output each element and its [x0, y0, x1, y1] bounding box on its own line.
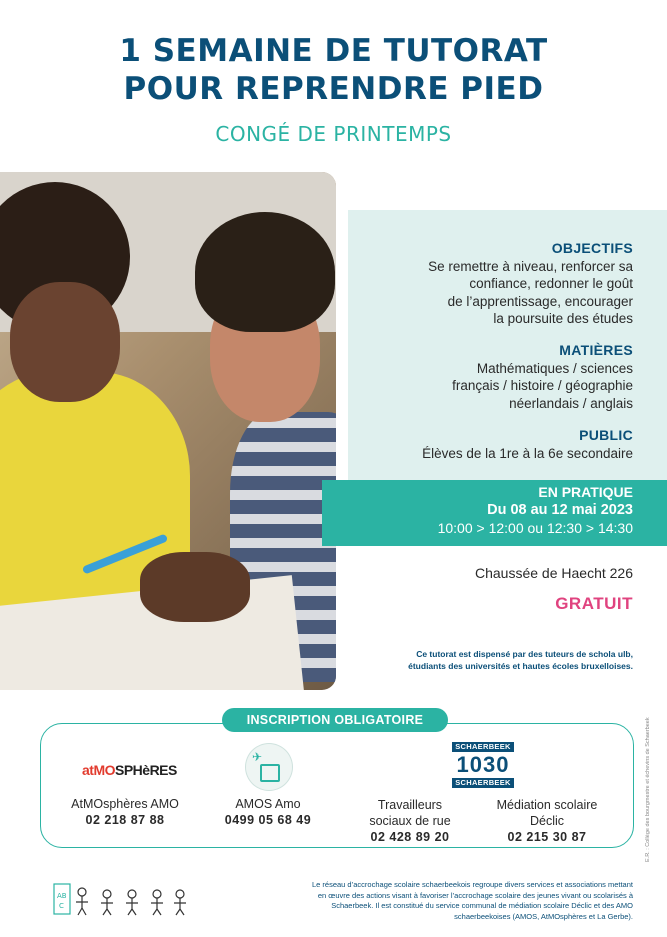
- subtitle: CONGÉ DE PRINTEMPS: [215, 122, 452, 146]
- partner-name: AtMOsphères AMO: [71, 797, 179, 811]
- plane-icon: ✈: [252, 750, 263, 764]
- partner-amos: [208, 796, 328, 828]
- svg-text:AB: AB: [57, 892, 67, 900]
- amos-logo: [246, 744, 292, 790]
- price-badge: GRATUIT: [555, 594, 633, 613]
- public-section: [422, 427, 633, 462]
- objectifs-line: la poursuite des études: [493, 311, 633, 326]
- network-logo-illustration: [52, 878, 192, 918]
- footer-text: Le réseau d’accrochage scolaire schaerbeekois regroupe divers services et associations mettant en œuvre des actions visant à favoriser l’accrochage scolaire des jeunes vivant ou scolarisés à Schaerbeek. Il est constitué du service communal de médiation scolaire Déclic et des AMO schaerbeekoises (AMOS, AtMOsphères et La Gerbe).: [311, 880, 633, 921]
- partner-phone: 02 428 89 20: [370, 830, 450, 844]
- matieres-line: néerlandais / anglais: [509, 395, 633, 411]
- matieres-section: [452, 342, 633, 412]
- partner-phone: 02 215 30 87: [507, 830, 587, 844]
- note-line: étudiants des universités et hautes écoles bruxelloises.: [408, 661, 633, 671]
- matieres-line: Mathématiques / sciences: [476, 360, 633, 376]
- pratique-heading: EN PRATIQUE: [538, 484, 633, 500]
- objectifs-line: confiance, redonner le goût: [469, 276, 633, 291]
- matieres-line: français / histoire / géographie: [452, 378, 633, 393]
- logo-text: SPHèRES: [115, 762, 177, 778]
- svg-text:C: C: [59, 902, 64, 910]
- schaerbeek-1030-logo: [452, 742, 514, 788]
- pratique-dates: Du 08 au 12 mai 2023: [487, 502, 633, 518]
- tutors-note: [408, 648, 633, 672]
- house-icon: [260, 764, 280, 782]
- partner-phone: 0499 05 68 49: [224, 813, 312, 827]
- partner-name: sociaux de rue: [369, 814, 451, 828]
- partner-declic: [482, 797, 612, 845]
- logo-text: SCHAERBEEK: [452, 778, 514, 788]
- partner-name: AMOS Amo: [235, 797, 301, 811]
- partner-travailleurs: [350, 797, 470, 845]
- objectifs-line: de l’apprentissage, encourager: [447, 293, 633, 309]
- title-line-2: POUR REPRENDRE PIED: [123, 71, 544, 107]
- note-line: Ce tutorat est dispensé par des tuteurs de schola ulb,: [416, 649, 633, 659]
- partner-name: Médiation scolaire: [496, 798, 598, 812]
- address: Chaussée de Haecht 226: [475, 565, 633, 581]
- public-line: Élèves de la 1re à la 6e secondaire: [422, 445, 633, 461]
- logo-text: SCHAERBEEK: [452, 742, 514, 752]
- matieres-heading: MATIÈRES: [559, 342, 633, 358]
- objectifs-line: Se remettre à niveau, renforcer sa: [428, 258, 633, 274]
- partner-name: Déclic: [529, 814, 565, 828]
- logo-text: 1030: [456, 752, 510, 777]
- partner-phone: 02 218 87 88: [85, 813, 165, 827]
- pratique-section: [438, 483, 633, 537]
- partner-atmospheres: [60, 796, 190, 828]
- logo-text: atMO: [82, 762, 115, 778]
- students-photo: [0, 172, 336, 690]
- pratique-hours: 10:00 > 12:00 ou 12:30 > 14:30: [437, 520, 633, 536]
- page-title: [0, 32, 667, 108]
- public-heading: PUBLIC: [579, 427, 633, 443]
- atmospheres-logo: [82, 762, 177, 778]
- objectifs-heading: OBJECTIFS: [551, 240, 633, 256]
- side-credit: E.R. : Collège des bourgmestre et échevins de Schaerbeek: [645, 717, 651, 862]
- title-line-1: 1 SEMAINE DE TUTORAT: [119, 33, 548, 69]
- objectifs-section: [428, 240, 633, 328]
- inscription-label: INSCRIPTION OBLIGATOIRE: [222, 708, 448, 732]
- partner-name: Travailleurs: [377, 798, 443, 812]
